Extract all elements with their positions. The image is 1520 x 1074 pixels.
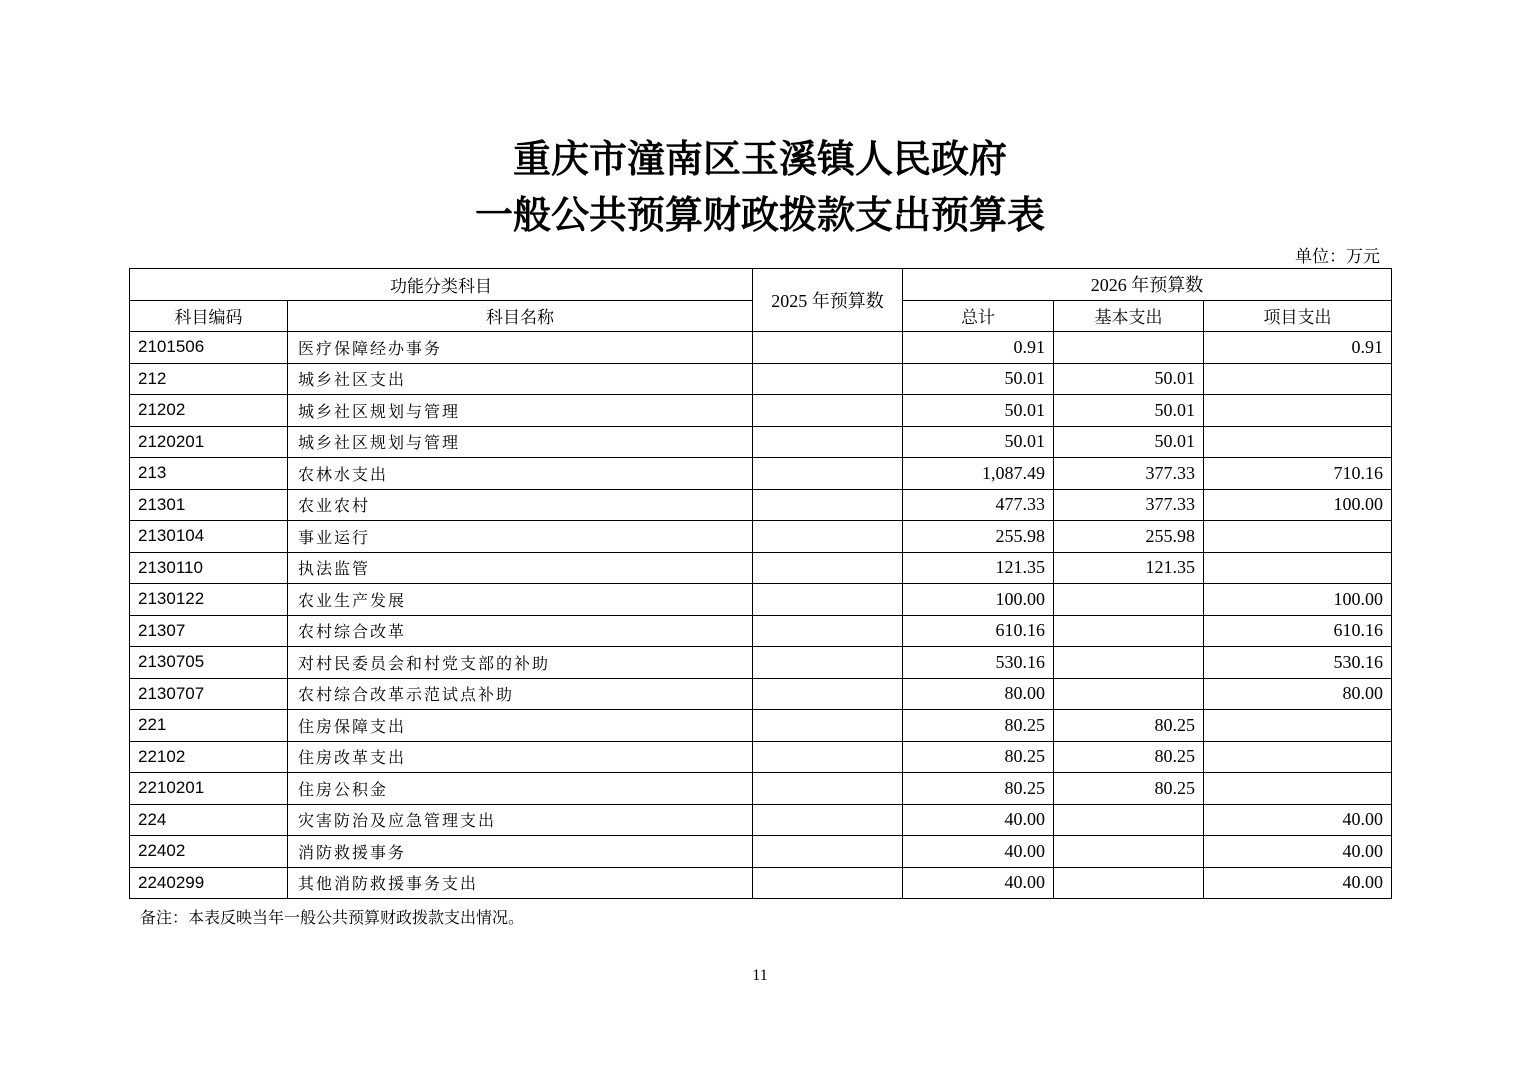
row-project-cell: 80.00 bbox=[1204, 678, 1392, 710]
row-code-cell: 21301 bbox=[130, 489, 288, 521]
row-budget-2025-cell bbox=[753, 458, 903, 490]
row-code-cell: 22102 bbox=[130, 741, 288, 773]
row-project-cell bbox=[1204, 426, 1392, 458]
row-project-cell: 0.91 bbox=[1204, 332, 1392, 364]
row-budget-2025-cell bbox=[753, 552, 903, 584]
row-name-cell: 农业农村 bbox=[288, 489, 753, 521]
table-row bbox=[130, 867, 1392, 899]
row-name-cell: 农业生产发展 bbox=[288, 584, 753, 616]
row-basic-cell: 121.35 bbox=[1054, 552, 1204, 584]
table-row bbox=[130, 521, 1392, 553]
row-budget-2025-cell bbox=[753, 804, 903, 836]
row-total-cell: 50.01 bbox=[903, 426, 1054, 458]
row-name-cell: 住房保障支出 bbox=[288, 710, 753, 742]
header-total: 总计 bbox=[903, 300, 1054, 332]
row-name-cell: 住房改革支出 bbox=[288, 741, 753, 773]
header-name: 科目名称 bbox=[288, 300, 753, 332]
row-budget-2025-cell bbox=[753, 836, 903, 868]
header-project: 项目支出 bbox=[1204, 300, 1392, 332]
row-name-cell: 消防救援事务 bbox=[288, 836, 753, 868]
row-code-cell: 2130104 bbox=[130, 521, 288, 553]
row-code-cell: 221 bbox=[130, 710, 288, 742]
row-basic-cell: 50.01 bbox=[1054, 395, 1204, 427]
row-code-cell: 2130705 bbox=[130, 647, 288, 679]
budget-table bbox=[129, 268, 1392, 899]
row-budget-2025-cell bbox=[753, 584, 903, 616]
row-project-cell bbox=[1204, 710, 1392, 742]
row-name-cell: 住房公积金 bbox=[288, 773, 753, 805]
row-code-cell: 21307 bbox=[130, 615, 288, 647]
row-total-cell: 40.00 bbox=[903, 836, 1054, 868]
row-name-cell: 灾害防治及应急管理支出 bbox=[288, 804, 753, 836]
row-basic-cell bbox=[1054, 836, 1204, 868]
row-project-cell: 610.16 bbox=[1204, 615, 1392, 647]
row-code-cell: 2120201 bbox=[130, 426, 288, 458]
row-project-cell bbox=[1204, 521, 1392, 553]
table-row bbox=[130, 804, 1392, 836]
row-code-cell: 2130110 bbox=[130, 552, 288, 584]
row-project-cell bbox=[1204, 363, 1392, 395]
row-name-cell: 医疗保障经办事务 bbox=[288, 332, 753, 364]
row-total-cell: 477.33 bbox=[903, 489, 1054, 521]
header-function-class: 功能分类科目 bbox=[130, 269, 753, 301]
row-total-cell: 80.25 bbox=[903, 741, 1054, 773]
row-code-cell: 213 bbox=[130, 458, 288, 490]
row-basic-cell bbox=[1054, 678, 1204, 710]
table-body bbox=[130, 332, 1392, 899]
table-row bbox=[130, 615, 1392, 647]
row-basic-cell: 80.25 bbox=[1054, 773, 1204, 805]
row-total-cell: 255.98 bbox=[903, 521, 1054, 553]
table-row bbox=[130, 552, 1392, 584]
row-total-cell: 50.01 bbox=[903, 363, 1054, 395]
row-project-cell bbox=[1204, 741, 1392, 773]
document-title-line2: 一般公共预算财政拨款支出预算表 bbox=[474, 192, 1045, 237]
row-budget-2025-cell bbox=[753, 395, 903, 427]
page-number: 11 bbox=[752, 967, 768, 984]
table-row bbox=[130, 678, 1392, 710]
row-code-cell: 224 bbox=[130, 804, 288, 836]
row-project-cell: 710.16 bbox=[1204, 458, 1392, 490]
table-row bbox=[130, 489, 1392, 521]
row-name-cell: 执法监管 bbox=[288, 552, 753, 584]
header-code: 科目编码 bbox=[130, 300, 288, 332]
table-row bbox=[130, 710, 1392, 742]
row-code-cell: 212 bbox=[130, 363, 288, 395]
table-row bbox=[130, 458, 1392, 490]
table-row bbox=[130, 773, 1392, 805]
row-name-cell: 对村民委员会和村党支部的补助 bbox=[288, 647, 753, 679]
row-total-cell: 80.00 bbox=[903, 678, 1054, 710]
row-total-cell: 1,087.49 bbox=[903, 458, 1054, 490]
row-basic-cell: 80.25 bbox=[1054, 741, 1204, 773]
table-row bbox=[130, 741, 1392, 773]
table-row bbox=[130, 395, 1392, 427]
row-project-cell: 40.00 bbox=[1204, 867, 1392, 899]
row-budget-2025-cell bbox=[753, 647, 903, 679]
row-name-cell: 农村综合改革示范试点补助 bbox=[288, 678, 753, 710]
row-budget-2025-cell bbox=[753, 426, 903, 458]
row-name-cell: 农林水支出 bbox=[288, 458, 753, 490]
row-total-cell: 0.91 bbox=[903, 332, 1054, 364]
table-row bbox=[130, 584, 1392, 616]
table-row bbox=[130, 647, 1392, 679]
table-row bbox=[130, 836, 1392, 868]
row-code-cell: 22402 bbox=[130, 836, 288, 868]
row-total-cell: 40.00 bbox=[903, 804, 1054, 836]
row-total-cell: 100.00 bbox=[903, 584, 1054, 616]
row-code-cell: 2210201 bbox=[130, 773, 288, 805]
row-basic-cell: 255.98 bbox=[1054, 521, 1204, 553]
row-basic-cell: 377.33 bbox=[1054, 458, 1204, 490]
row-budget-2025-cell bbox=[753, 678, 903, 710]
row-project-cell: 530.16 bbox=[1204, 647, 1392, 679]
row-budget-2025-cell bbox=[753, 773, 903, 805]
header-basic: 基本支出 bbox=[1054, 300, 1204, 332]
row-name-cell: 城乡社区支出 bbox=[288, 363, 753, 395]
row-name-cell: 农村综合改革 bbox=[288, 615, 753, 647]
row-code-cell: 21202 bbox=[130, 395, 288, 427]
row-basic-cell: 377.33 bbox=[1054, 489, 1204, 521]
row-budget-2025-cell bbox=[753, 521, 903, 553]
header-budget-2025: 2025 年预算数 bbox=[753, 269, 903, 332]
row-basic-cell: 50.01 bbox=[1054, 363, 1204, 395]
document-title-line1: 重庆市潼南区玉溪镇人民政府 bbox=[512, 136, 1007, 181]
row-budget-2025-cell bbox=[753, 615, 903, 647]
table-note: 备注：本表反映当年一般公共预算财政拨款支出情况。 bbox=[140, 908, 525, 927]
row-basic-cell: 50.01 bbox=[1054, 426, 1204, 458]
row-code-cell: 2130122 bbox=[130, 584, 288, 616]
table-row bbox=[130, 363, 1392, 395]
header-row-1 bbox=[130, 269, 1392, 301]
row-total-cell: 80.25 bbox=[903, 773, 1054, 805]
row-budget-2025-cell bbox=[753, 489, 903, 521]
row-total-cell: 80.25 bbox=[903, 710, 1054, 742]
row-name-cell: 城乡社区规划与管理 bbox=[288, 426, 753, 458]
row-project-cell: 100.00 bbox=[1204, 489, 1392, 521]
row-budget-2025-cell bbox=[753, 710, 903, 742]
row-project-cell bbox=[1204, 552, 1392, 584]
row-code-cell: 2130707 bbox=[130, 678, 288, 710]
unit-label: 单位：万元 bbox=[1295, 247, 1380, 267]
row-budget-2025-cell bbox=[753, 741, 903, 773]
row-total-cell: 610.16 bbox=[903, 615, 1054, 647]
row-budget-2025-cell bbox=[753, 363, 903, 395]
row-total-cell: 121.35 bbox=[903, 552, 1054, 584]
row-basic-cell bbox=[1054, 647, 1204, 679]
row-project-cell: 40.00 bbox=[1204, 836, 1392, 868]
row-basic-cell bbox=[1054, 867, 1204, 899]
table-row bbox=[130, 332, 1392, 364]
row-project-cell: 100.00 bbox=[1204, 584, 1392, 616]
header-budget-2026: 2026 年预算数 bbox=[903, 269, 1392, 301]
table-row bbox=[130, 426, 1392, 458]
row-project-cell bbox=[1204, 773, 1392, 805]
row-project-cell bbox=[1204, 395, 1392, 427]
row-basic-cell bbox=[1054, 584, 1204, 616]
row-budget-2025-cell bbox=[753, 332, 903, 364]
row-total-cell: 530.16 bbox=[903, 647, 1054, 679]
row-basic-cell bbox=[1054, 804, 1204, 836]
row-total-cell: 50.01 bbox=[903, 395, 1054, 427]
row-total-cell: 40.00 bbox=[903, 867, 1054, 899]
row-code-cell: 2101506 bbox=[130, 332, 288, 364]
row-basic-cell bbox=[1054, 615, 1204, 647]
row-basic-cell: 80.25 bbox=[1054, 710, 1204, 742]
row-budget-2025-cell bbox=[753, 867, 903, 899]
row-basic-cell bbox=[1054, 332, 1204, 364]
row-name-cell: 事业运行 bbox=[288, 521, 753, 553]
row-name-cell: 城乡社区规划与管理 bbox=[288, 395, 753, 427]
row-code-cell: 2240299 bbox=[130, 867, 288, 899]
row-project-cell: 40.00 bbox=[1204, 804, 1392, 836]
row-name-cell: 其他消防救援事务支出 bbox=[288, 867, 753, 899]
